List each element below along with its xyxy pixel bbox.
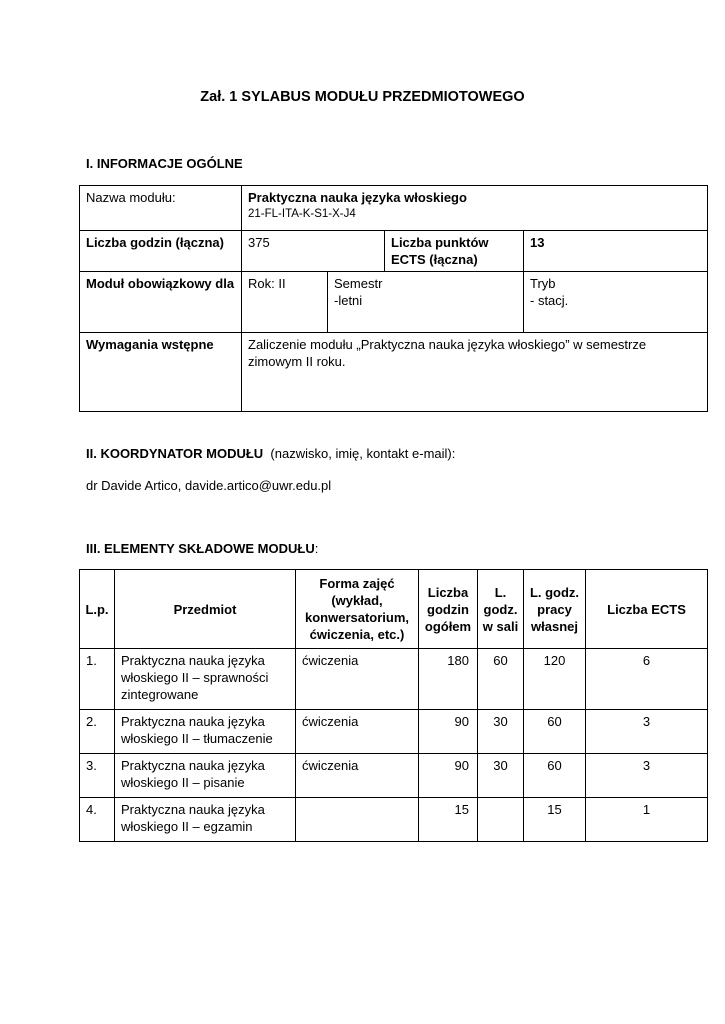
document-title: Zał. 1 SYLABUS MODUŁU PRZEDMIOTOWEGO	[200, 89, 525, 105]
section-3-heading-text: III. ELEMENTY SKŁADOWE MODUŁU	[86, 541, 315, 556]
row-lp: 1.	[80, 649, 115, 710]
module-name-value: Praktyczna nauka języka włoskiego	[248, 190, 467, 205]
row-lp: 2.	[80, 710, 115, 754]
section-2-heading-note: (nazwisko, imię, kontakt e-mail):	[270, 446, 456, 461]
row-lp: 4.	[80, 798, 115, 842]
module-elements-table	[79, 569, 708, 842]
mandatory-label: Moduł obowiązkowy dla	[80, 272, 242, 333]
row-subject: Praktyczna nauka języka włoskiego II – pisanie	[115, 754, 296, 798]
row-hours-total: 180	[419, 649, 478, 710]
row-subject: Praktyczna nauka języka włoskiego II – sprawności zintegrowane	[115, 649, 296, 710]
section-2-heading	[86, 446, 455, 461]
module-name-label-cell	[80, 186, 242, 231]
row-hours	[80, 231, 708, 272]
module-name-label-suffix: :	[172, 190, 176, 205]
ects-total-value: 13	[524, 231, 708, 272]
row-module-name	[80, 186, 708, 231]
section-3-heading-suffix: :	[314, 541, 319, 556]
row-hours-class: 30	[478, 710, 524, 754]
header-lp: L.p.	[80, 570, 115, 649]
row-hours-own: 120	[524, 649, 586, 710]
row-hours-total: 90	[419, 754, 478, 798]
row-subject: Praktyczna nauka języka włoskiego II – tłumaczenie	[115, 710, 296, 754]
header-ects: Liczba ECTS	[586, 570, 708, 649]
module-name-label: Nazwa modułu	[86, 190, 172, 205]
row-subject: Praktyczna nauka języka włoskiego II – egzamin	[115, 798, 296, 842]
header-subject: Przedmiot	[115, 570, 296, 649]
row-hours-class: 60	[478, 649, 524, 710]
row-ects: 3	[586, 710, 708, 754]
row-hours-own: 15	[524, 798, 586, 842]
header-hours-class: L. godz. w sali	[478, 570, 524, 649]
table-row	[80, 754, 708, 798]
section-3-heading	[86, 541, 318, 556]
requirements-label: Wymagania wstępne	[80, 333, 242, 412]
row-hours-total: 15	[419, 798, 478, 842]
semester-cell	[328, 272, 524, 333]
semester-value: -letni	[334, 293, 363, 308]
row-ects: 6	[586, 649, 708, 710]
year-value: Rok: II	[242, 272, 328, 333]
requirements-value: Zaliczenie modułu „Praktyczna nauka języka włoskiego” w semestrze zimowym II roku.	[242, 333, 708, 412]
section-2-heading-text: II. KOORDYNATOR MODUŁU	[86, 446, 264, 461]
table-row	[80, 649, 708, 710]
module-code: 21-FL-ITA-K-S1-X-J4	[248, 208, 356, 220]
header-form: Forma zajęć (wykład, konwersatorium, ćwiczenia, etc.)	[296, 570, 419, 649]
row-form	[296, 798, 419, 842]
hours-label: Liczba godzin (łączna)	[80, 231, 242, 272]
coordinator-info: dr Davide Artico, davide.artico@uwr.edu.pl	[86, 478, 332, 493]
row-form: ćwiczenia	[296, 754, 419, 798]
row-hours-class	[478, 798, 524, 842]
row-ects: 3	[586, 754, 708, 798]
row-hours-own: 60	[524, 710, 586, 754]
section-1-heading-text: I. INFORMACJE OGÓLNE	[86, 156, 243, 171]
module-name-value-cell	[242, 186, 708, 231]
row-mandatory	[80, 272, 708, 333]
hours-value: 375	[242, 231, 385, 272]
row-form: ćwiczenia	[296, 649, 419, 710]
table-header-row	[80, 570, 708, 649]
mode-value: - stacj.	[530, 293, 569, 308]
row-hours-total: 90	[419, 710, 478, 754]
mode-label: Tryb	[530, 276, 556, 291]
table-row	[80, 798, 708, 842]
semester-label: Semestr	[334, 276, 383, 291]
general-info-table	[79, 185, 708, 412]
row-lp: 3.	[80, 754, 115, 798]
row-ects: 1	[586, 798, 708, 842]
mode-cell	[524, 272, 708, 333]
section-1-heading	[86, 156, 243, 171]
header-hours-total: Liczba godzin ogółem	[419, 570, 478, 649]
table-row	[80, 710, 708, 754]
row-form: ćwiczenia	[296, 710, 419, 754]
row-requirements	[80, 333, 708, 412]
header-hours-own: L. godz. pracy własnej	[524, 570, 586, 649]
row-hours-class: 30	[478, 754, 524, 798]
row-hours-own: 60	[524, 754, 586, 798]
ects-total-label: Liczba punktów ECTS (łączna)	[385, 231, 524, 272]
